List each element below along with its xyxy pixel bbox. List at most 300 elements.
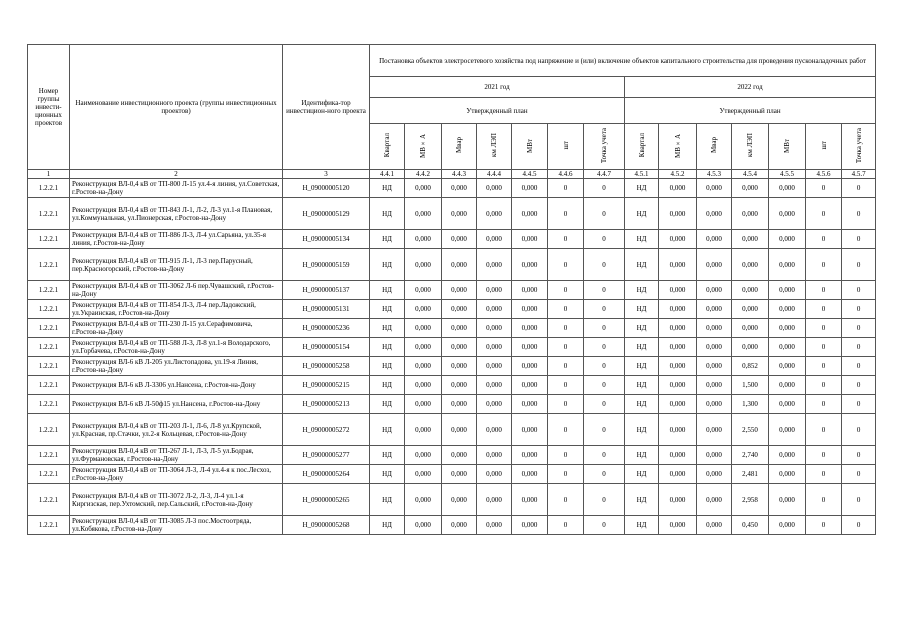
- value-cell: 0,000: [477, 281, 512, 300]
- value-cell: 0,000: [405, 179, 442, 198]
- project-id-cell: Н_09000005236: [283, 319, 370, 338]
- value-cell: 0,000: [659, 357, 697, 376]
- value-cell: 0,000: [477, 198, 512, 230]
- value-cell: 0,000: [512, 300, 548, 319]
- header-unit-cell: [842, 124, 876, 170]
- project-id-cell: Н_09000005264: [283, 465, 370, 484]
- value-cell: 0,000: [697, 319, 732, 338]
- value-cell: 0,000: [659, 446, 697, 465]
- value-cell: 0,000: [697, 395, 732, 414]
- column-number-cell: 4.5.2: [659, 170, 697, 179]
- value-cell: 0,000: [769, 300, 806, 319]
- value-cell: 0,000: [405, 516, 442, 535]
- value-cell: 0,000: [512, 179, 548, 198]
- value-cell: НД: [370, 338, 405, 357]
- value-cell: НД: [625, 319, 659, 338]
- value-cell: НД: [625, 395, 659, 414]
- value-cell: 0,000: [442, 338, 477, 357]
- value-cell: 0,000: [769, 465, 806, 484]
- project-name-cell: Реконструкция ВЛ-0,4 кВ от ТП-843 Л-1, Л-2, Л-3 ул.1-я Плановая, ул.Коммунальная, ул.Пионерская, г.Ростов-на-Дону: [70, 198, 283, 230]
- value-cell: 0: [842, 281, 876, 300]
- value-cell: 0: [806, 319, 842, 338]
- project-name-cell: Реконструкция ВЛ-0,4 кВ от ТП-267 Л-1, Л-3, Л-5 ул.Бодрая, ул.Фурмановская, г.Ростов-на-Дону: [70, 446, 283, 465]
- value-cell: 0,000: [732, 338, 769, 357]
- value-cell: 0,000: [659, 516, 697, 535]
- header-unit-cell: [769, 124, 806, 170]
- table-row: [28, 300, 876, 319]
- project-name-cell: Реконструкция ВЛ-0,4 кВ от ТП-3062 Л-6 пер.Чувашский, г.Ростов-на-Дону: [70, 281, 283, 300]
- header-unit-cell: [625, 124, 659, 170]
- value-cell: 0,000: [659, 249, 697, 281]
- value-cell: 0,000: [732, 198, 769, 230]
- group-number-cell: 1.2.2.1: [28, 230, 70, 249]
- value-cell: 0: [584, 465, 625, 484]
- project-id-cell: Н_09000005154: [283, 338, 370, 357]
- project-id-cell: Н_09000005213: [283, 395, 370, 414]
- value-cell: 0: [842, 484, 876, 516]
- project-name-cell: Реконструкция ВЛ-0,4 кВ от ТП-915 Л-1, Л-3 пер.Парусный, пер.Красногорский, г.Ростов-на-Дону: [70, 249, 283, 281]
- value-cell: 0,000: [512, 516, 548, 535]
- column-number-cell: 4.5.6: [806, 170, 842, 179]
- column-number-cell: 4.4.7: [584, 170, 625, 179]
- value-cell: 0,000: [659, 395, 697, 414]
- value-cell: 0: [842, 516, 876, 535]
- value-cell: 0: [548, 465, 584, 484]
- value-cell: 0,000: [697, 516, 732, 535]
- value-cell: НД: [370, 484, 405, 516]
- value-cell: 0: [584, 446, 625, 465]
- value-cell: 0,000: [697, 179, 732, 198]
- value-cell: 0: [806, 465, 842, 484]
- value-cell: 0,450: [732, 516, 769, 535]
- project-id-cell: Н_09000005268: [283, 516, 370, 535]
- value-cell: 0,000: [477, 319, 512, 338]
- value-cell: НД: [370, 395, 405, 414]
- value-cell: 0,000: [405, 465, 442, 484]
- value-cell: НД: [625, 198, 659, 230]
- value-cell: 0,000: [477, 414, 512, 446]
- value-cell: 0,852: [732, 357, 769, 376]
- value-cell: 0,000: [732, 179, 769, 198]
- value-cell: 0: [806, 249, 842, 281]
- value-cell: 0,000: [512, 357, 548, 376]
- group-number-cell: 1.2.2.1: [28, 484, 70, 516]
- value-cell: 1,500: [732, 376, 769, 395]
- column-number-cell: 4.4.2: [405, 170, 442, 179]
- value-cell: 0,000: [442, 281, 477, 300]
- value-cell: НД: [370, 230, 405, 249]
- value-cell: 0,000: [477, 249, 512, 281]
- column-number-cell: 3: [283, 170, 370, 179]
- value-cell: 0,000: [477, 446, 512, 465]
- value-cell: 0: [842, 395, 876, 414]
- value-cell: 0: [806, 179, 842, 198]
- value-cell: 0,000: [697, 230, 732, 249]
- value-cell: 0,000: [697, 249, 732, 281]
- value-cell: 0,000: [769, 357, 806, 376]
- value-cell: НД: [370, 179, 405, 198]
- group-number-cell: 1.2.2.1: [28, 319, 70, 338]
- value-cell: 0: [584, 319, 625, 338]
- value-cell: 0,000: [512, 198, 548, 230]
- value-cell: НД: [625, 281, 659, 300]
- value-cell: 0,000: [405, 414, 442, 446]
- value-cell: 0,000: [697, 465, 732, 484]
- project-name-cell: Реконструкция ВЛ-0,4 кВ от ТП-203 Л-1, Л-6, Л-8 ул.Крупской, ул.Красная, пр.Стачки, ул.2-я Кольцевая, г.Ростов-на-Дону: [70, 414, 283, 446]
- header-project-id: Идентифика-тор инвестицион-ного проекта: [283, 45, 370, 170]
- value-cell: 0,000: [769, 281, 806, 300]
- group-number-cell: 1.2.2.1: [28, 338, 70, 357]
- header-unit-cell: [512, 124, 548, 170]
- value-cell: 0,000: [442, 230, 477, 249]
- value-cell: НД: [370, 376, 405, 395]
- value-cell: 0: [548, 446, 584, 465]
- table-row: [28, 281, 876, 300]
- value-cell: 2,958: [732, 484, 769, 516]
- value-cell: НД: [370, 249, 405, 281]
- value-cell: НД: [625, 338, 659, 357]
- value-cell: 0: [806, 230, 842, 249]
- group-number-cell: 1.2.2.1: [28, 300, 70, 319]
- project-id-cell: Н_09000005120: [283, 179, 370, 198]
- table-body: [28, 179, 876, 535]
- value-cell: 0,000: [405, 338, 442, 357]
- value-cell: 0: [584, 338, 625, 357]
- table-row: [28, 198, 876, 230]
- group-number-cell: 1.2.2.1: [28, 281, 70, 300]
- value-cell: НД: [370, 319, 405, 338]
- value-cell: 0: [584, 179, 625, 198]
- table-row: [28, 446, 876, 465]
- value-cell: 0,000: [769, 395, 806, 414]
- value-cell: 0: [584, 414, 625, 446]
- header-unit-label: МВт: [783, 138, 791, 153]
- value-cell: 0: [584, 516, 625, 535]
- value-cell: 0,000: [477, 300, 512, 319]
- column-number-cell: 4.5.4: [732, 170, 769, 179]
- value-cell: 0,000: [512, 249, 548, 281]
- value-cell: 0,000: [769, 198, 806, 230]
- value-cell: 2,740: [732, 446, 769, 465]
- value-cell: НД: [370, 446, 405, 465]
- value-cell: 0: [842, 249, 876, 281]
- value-cell: 0,000: [477, 357, 512, 376]
- table-row: [28, 376, 876, 395]
- value-cell: 0,000: [769, 516, 806, 535]
- value-cell: 0: [548, 249, 584, 281]
- value-cell: 0: [584, 249, 625, 281]
- value-cell: 0: [548, 230, 584, 249]
- value-cell: 0,000: [769, 338, 806, 357]
- value-cell: 0,000: [697, 446, 732, 465]
- value-cell: 0: [548, 319, 584, 338]
- value-cell: 0,000: [769, 230, 806, 249]
- value-cell: 0,000: [512, 484, 548, 516]
- project-id-cell: Н_09000005159: [283, 249, 370, 281]
- column-number-cell: 4.5.7: [842, 170, 876, 179]
- value-cell: 0: [548, 395, 584, 414]
- project-name-cell: Реконструкция ВЛ-6 кВ Л-205 ул.Листопадова, ул.19-я Линия, г.Ростов-на-Дону: [70, 357, 283, 376]
- table-row: [28, 338, 876, 357]
- value-cell: 0: [584, 198, 625, 230]
- value-cell: 1,300: [732, 395, 769, 414]
- column-number-cell: 2: [70, 170, 283, 179]
- project-id-cell: Н_09000005258: [283, 357, 370, 376]
- header-unit-cell: [659, 124, 697, 170]
- header-unit-label: км ЛЭП: [746, 133, 754, 158]
- value-cell: 0,000: [659, 179, 697, 198]
- value-cell: НД: [625, 230, 659, 249]
- value-cell: 0,000: [697, 300, 732, 319]
- value-cell: 0: [842, 319, 876, 338]
- header-project-name: Наименование инвестиционного проекта (группы инвестиционных проектов): [70, 45, 283, 170]
- value-cell: 2,550: [732, 414, 769, 446]
- value-cell: 0: [548, 338, 584, 357]
- value-cell: 0: [806, 484, 842, 516]
- value-cell: НД: [625, 516, 659, 535]
- value-cell: 0,000: [405, 230, 442, 249]
- value-cell: 0,000: [477, 395, 512, 414]
- value-cell: 0,000: [697, 198, 732, 230]
- value-cell: 0,000: [659, 230, 697, 249]
- value-cell: 0,000: [512, 338, 548, 357]
- value-cell: 0: [842, 338, 876, 357]
- value-cell: НД: [370, 281, 405, 300]
- value-cell: 0,000: [405, 300, 442, 319]
- value-cell: 0: [842, 179, 876, 198]
- value-cell: 0,000: [477, 516, 512, 535]
- value-cell: 0: [584, 484, 625, 516]
- value-cell: 0: [584, 395, 625, 414]
- column-number-cell: 4.4.3: [442, 170, 477, 179]
- value-cell: 0,000: [442, 300, 477, 319]
- group-number-cell: 1.2.2.1: [28, 446, 70, 465]
- value-cell: 0: [548, 484, 584, 516]
- value-cell: 0,000: [512, 395, 548, 414]
- value-cell: 0: [842, 446, 876, 465]
- value-cell: 0,000: [697, 357, 732, 376]
- header-unit-label: Мвар: [455, 137, 463, 154]
- header-unit-label: Мвар: [710, 137, 718, 154]
- value-cell: 0,000: [512, 414, 548, 446]
- value-cell: 0,000: [512, 446, 548, 465]
- value-cell: НД: [625, 249, 659, 281]
- value-cell: 0,000: [442, 198, 477, 230]
- value-cell: 0,000: [405, 395, 442, 414]
- project-name-cell: Реконструкция ВЛ-0,4 кВ от ТП-3085 Л-3 пос.Мостоотряда, ул.Кобякова, г.Ростов-на-Дону: [70, 516, 283, 535]
- value-cell: 0: [548, 376, 584, 395]
- value-cell: 0,000: [659, 198, 697, 230]
- value-cell: 0: [842, 198, 876, 230]
- value-cell: 0: [842, 414, 876, 446]
- project-id-cell: Н_09000005131: [283, 300, 370, 319]
- value-cell: 0,000: [442, 446, 477, 465]
- value-cell: 0,000: [442, 395, 477, 414]
- value-cell: НД: [625, 376, 659, 395]
- project-name-cell: Реконструкция ВЛ-6 кВ Л-3306 ул.Нансена, г.Ростов-на-Дону: [70, 376, 283, 395]
- project-name-cell: Реконструкция ВЛ-0,4 кВ от ТП-3064 Л-3, Л-4 ул.4-я к пос.Лесхоз, г.Ростов-на-Дону: [70, 465, 283, 484]
- value-cell: 0,000: [405, 484, 442, 516]
- header-year-2022: 2022 год: [625, 77, 876, 98]
- value-cell: 0,000: [659, 338, 697, 357]
- value-cell: 0: [806, 357, 842, 376]
- value-cell: 0: [806, 338, 842, 357]
- value-cell: 0,000: [442, 465, 477, 484]
- value-cell: 0,000: [442, 249, 477, 281]
- value-cell: 0,000: [477, 376, 512, 395]
- column-number-cell: 4.4.4: [477, 170, 512, 179]
- header-unit-cell: [370, 124, 405, 170]
- value-cell: 0,000: [442, 516, 477, 535]
- value-cell: 0,000: [659, 465, 697, 484]
- table-row: [28, 230, 876, 249]
- group-number-cell: 1.2.2.1: [28, 395, 70, 414]
- project-name-cell: Реконструкция ВЛ-0,4 кВ от ТП-588 Л-3, Л-8 ул.1-я Володарского, ул.Горбачева, г.Ростов-на-Дону: [70, 338, 283, 357]
- value-cell: НД: [370, 465, 405, 484]
- header-unit-cell: [548, 124, 584, 170]
- value-cell: 0: [806, 300, 842, 319]
- project-id-cell: Н_09000005277: [283, 446, 370, 465]
- value-cell: 0,000: [405, 319, 442, 338]
- value-cell: 0,000: [442, 376, 477, 395]
- document-table-sheet: [27, 44, 870, 535]
- value-cell: 0: [548, 179, 584, 198]
- value-cell: 0: [842, 230, 876, 249]
- value-cell: 0,000: [732, 281, 769, 300]
- value-cell: 0: [806, 198, 842, 230]
- header-unit-label: шт: [819, 141, 828, 150]
- value-cell: 0,000: [442, 484, 477, 516]
- group-number-cell: 1.2.2.1: [28, 357, 70, 376]
- value-cell: 0,000: [405, 281, 442, 300]
- value-cell: 0,000: [442, 414, 477, 446]
- header-unit-label: МВ×А: [673, 133, 682, 158]
- group-number-cell: 1.2.2.1: [28, 179, 70, 198]
- column-number-cell: 4.4.6: [548, 170, 584, 179]
- project-name-cell: Реконструкция ВЛ-0,4 кВ от ТП-230 Л-15 ул.Серафимовича, г.Ростов-на-Дону: [70, 319, 283, 338]
- value-cell: 0: [806, 281, 842, 300]
- header-unit-label: км ЛЭП: [490, 133, 498, 158]
- value-cell: 0,000: [769, 319, 806, 338]
- value-cell: 0,000: [697, 484, 732, 516]
- value-cell: 0,000: [769, 249, 806, 281]
- header-unit-label: МВт: [525, 138, 534, 153]
- table-row: [28, 465, 876, 484]
- group-number-cell: 1.2.2.1: [28, 465, 70, 484]
- value-cell: 0,000: [697, 281, 732, 300]
- value-cell: НД: [370, 414, 405, 446]
- project-id-cell: Н_09000005137: [283, 281, 370, 300]
- header-unit-cell: [697, 124, 732, 170]
- column-number-cell: 4.4.5: [512, 170, 548, 179]
- header-unit-cell: [405, 124, 442, 170]
- value-cell: 0,000: [769, 414, 806, 446]
- project-name-cell: Реконструкция ВЛ-0,4 кВ от ТП-800 Л-15 ул.4-я линия, ул.Советская, г.Ростов-на-Дону: [70, 179, 283, 198]
- value-cell: 2,481: [732, 465, 769, 484]
- value-cell: 0,000: [442, 319, 477, 338]
- value-cell: 0,000: [512, 465, 548, 484]
- column-number-cell: 4.5.5: [769, 170, 806, 179]
- header-column-numbers-row: [28, 170, 876, 179]
- value-cell: 0: [584, 230, 625, 249]
- header-unit-cell: [477, 124, 512, 170]
- value-cell: 0: [806, 376, 842, 395]
- value-cell: 0,000: [659, 319, 697, 338]
- value-cell: 0,000: [732, 319, 769, 338]
- project-name-cell: Реконструкция ВЛ-0,4 кВ от ТП-886 Л-3, Л-4 ул.Сарьяна, ул.35-я линия, г.Ростов-на-Дону: [70, 230, 283, 249]
- value-cell: 0: [548, 300, 584, 319]
- header-unit-label: Квартал: [637, 133, 646, 158]
- project-id-cell: Н_09000005272: [283, 414, 370, 446]
- project-id-cell: Н_09000005134: [283, 230, 370, 249]
- table-row: [28, 516, 876, 535]
- value-cell: 0,000: [732, 230, 769, 249]
- table-row: [28, 395, 876, 414]
- value-cell: НД: [625, 484, 659, 516]
- value-cell: 0,000: [477, 179, 512, 198]
- value-cell: НД: [625, 179, 659, 198]
- project-id-cell: Н_09000005215: [283, 376, 370, 395]
- header-plan-2022: Утвержденный план: [625, 98, 876, 124]
- value-cell: 0: [842, 300, 876, 319]
- project-id-cell: Н_09000005265: [283, 484, 370, 516]
- header-unit-cell: [442, 124, 477, 170]
- value-cell: 0: [584, 376, 625, 395]
- value-cell: 0: [806, 414, 842, 446]
- value-cell: 0,000: [477, 338, 512, 357]
- header-unit-label: МВ×А: [419, 133, 427, 158]
- header-unit-label: Квартал: [383, 133, 391, 158]
- value-cell: 0,000: [769, 446, 806, 465]
- value-cell: 0: [548, 198, 584, 230]
- value-cell: 0: [842, 376, 876, 395]
- value-cell: 0,000: [769, 179, 806, 198]
- header-unit-cell: [732, 124, 769, 170]
- group-number-cell: 1.2.2.1: [28, 376, 70, 395]
- value-cell: 0,000: [512, 376, 548, 395]
- header-unit-cell: [584, 124, 625, 170]
- value-cell: 0,000: [442, 357, 477, 376]
- header-unit-label: Точка учета: [600, 127, 608, 164]
- value-cell: 0,000: [769, 484, 806, 516]
- header-group-number: Номер группы инвести-ционных проектов: [28, 45, 70, 170]
- value-cell: НД: [625, 357, 659, 376]
- value-cell: 0,000: [769, 376, 806, 395]
- header-unit-label: Точка учета: [854, 127, 863, 164]
- value-cell: НД: [370, 198, 405, 230]
- header-unit-cell: [806, 124, 842, 170]
- table-row: [28, 179, 876, 198]
- table-row: [28, 319, 876, 338]
- group-number-cell: 1.2.2.1: [28, 414, 70, 446]
- value-cell: НД: [370, 300, 405, 319]
- column-number-cell: 1: [28, 170, 70, 179]
- value-cell: 0: [584, 300, 625, 319]
- column-number-cell: 4.4.1: [370, 170, 405, 179]
- value-cell: 0: [842, 465, 876, 484]
- value-cell: 0,000: [512, 230, 548, 249]
- value-cell: 0,000: [405, 249, 442, 281]
- value-cell: 0: [548, 414, 584, 446]
- value-cell: 0: [584, 357, 625, 376]
- header-plan-2021: Утвержденный план: [370, 98, 625, 124]
- project-name-cell: Реконструкция ВЛ-6 кВ Л-50ф15 ул.Нансена, г.Ростов-на-Дону: [70, 395, 283, 414]
- value-cell: 0: [806, 516, 842, 535]
- value-cell: 0,000: [477, 484, 512, 516]
- value-cell: 0,000: [512, 281, 548, 300]
- value-cell: 0: [806, 446, 842, 465]
- group-number-cell: 1.2.2.1: [28, 198, 70, 230]
